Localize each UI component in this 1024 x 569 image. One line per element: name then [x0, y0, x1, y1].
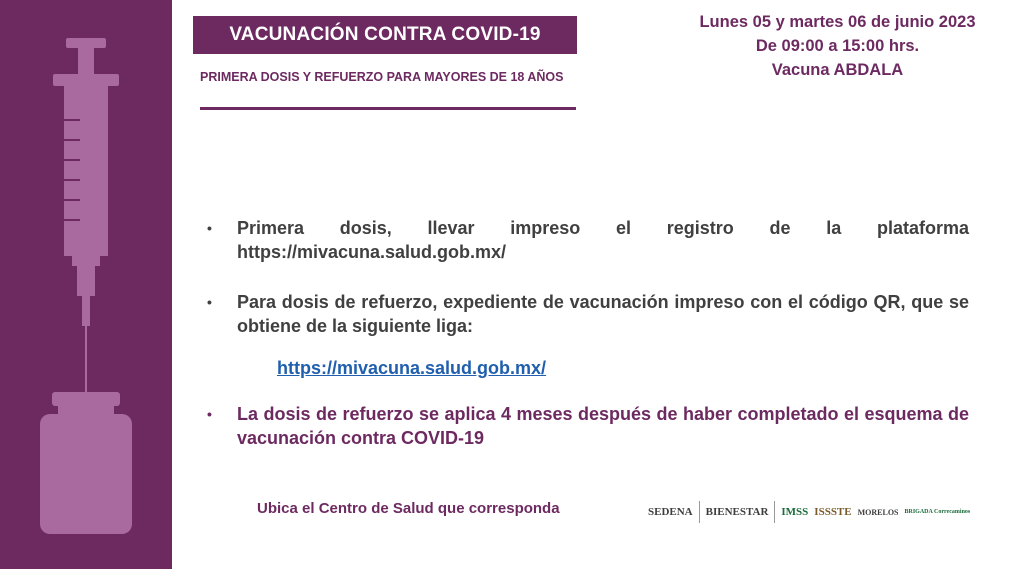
footer-note: Ubica el Centro de Salud que corresponda [257, 500, 560, 517]
title-divider [200, 107, 576, 110]
list-item [205, 402, 969, 450]
registration-link[interactable]: https://mivacuna.salud.gob.mx/ [277, 358, 547, 378]
list-item-text: Para dosis de refuerzo, expediente de vacunación impreso con el código QR, que se obtiene de la siguiente liga: [237, 292, 969, 336]
title-banner [193, 16, 577, 54]
partner-logos [648, 492, 988, 532]
schedule-vaccine: Vacuna ABDALA [771, 61, 904, 79]
list-item-text: Primera dosis, llevar impreso el registro de la plataforma https://mivacuna.salud.gob.mx/ [237, 218, 969, 262]
logo-separator [774, 501, 775, 523]
page-title: VACUNACIÓN CONTRA COVID-19 [229, 24, 541, 45]
list-item-text: La dosis de refuerzo se aplica 4 meses después de haber completado el esquema de vacunación contra COVID-19 [237, 404, 969, 448]
instructions-list [205, 216, 969, 476]
sidebar-panel [0, 0, 172, 569]
morelos-logo: MORELOS [857, 507, 899, 517]
bienestar-logo: BIENESTAR [705, 506, 769, 518]
schedule-dates: Lunes 05 y martes 06 de junio 2023 [699, 13, 976, 31]
schedule-hours: De 09:00 a 15:00 hrs. [755, 37, 920, 55]
syringe-vial-illustration [0, 0, 172, 569]
issste-logo: ISSSTE [814, 506, 852, 518]
logo-separator [699, 501, 700, 523]
bullet-marker: • [207, 406, 212, 422]
list-item [205, 216, 969, 264]
imss-logo: IMSS [781, 506, 809, 518]
schedule-block [665, 10, 1010, 82]
bullet-marker: • [207, 220, 212, 236]
brigada-logo: BRIGADA Correcaminos [904, 509, 971, 515]
list-item [205, 290, 969, 338]
page-subtitle: PRIMERA DOSIS Y REFUERZO PARA MAYORES DE 18 AÑOS [200, 70, 564, 84]
bullet-marker: • [207, 294, 212, 310]
registration-link-line [277, 356, 969, 380]
sedena-logo: SEDENA [648, 506, 693, 518]
